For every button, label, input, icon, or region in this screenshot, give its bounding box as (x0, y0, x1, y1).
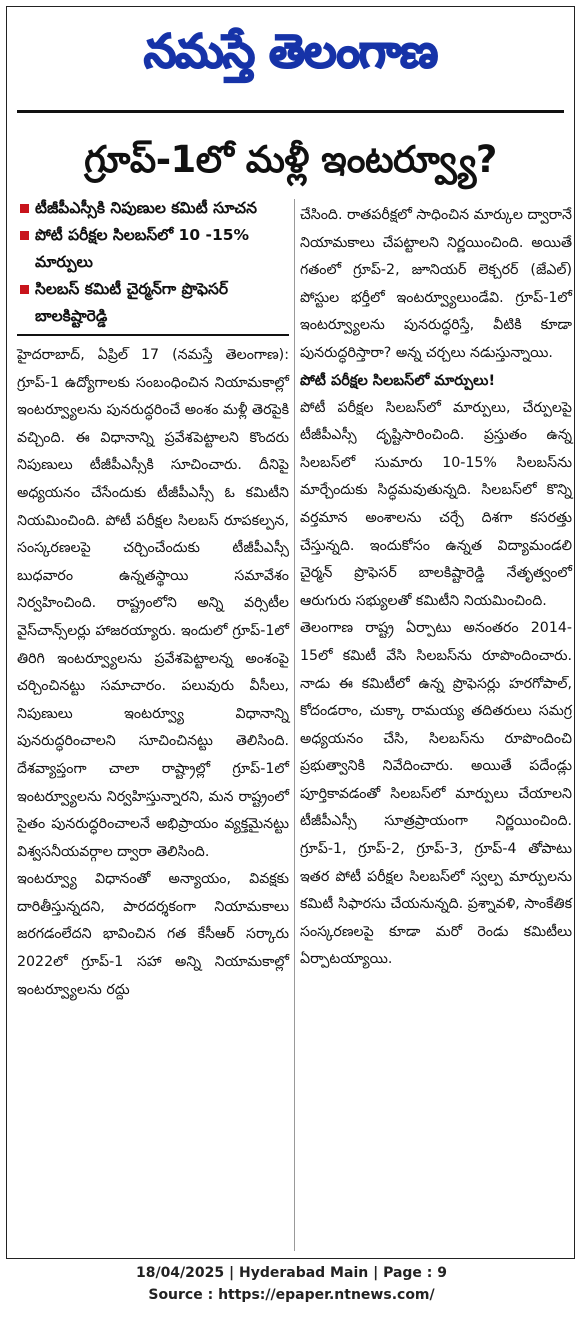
right-paragraph-1: చేసింది. రాతపరీక్షలో సాధించిన మార్కుల ద్వారానే నియామకాలు చేపట్టాలని నిర్ణయించింది. అయితే గతంలో గ్రూప్-2, జూనియర్ లెక్చరర్ (జేఎల్) పోస్టుల భర్తీలో ఇంటర్వ్యూలుండేవి. గ్రూప్-1లో ఇంటర్వ్యూలను పునరుద్ధరిస్తే, వీటికి కూడా పునరుద్ధరిస్తారా? అన్న చర్చలు నడుస్తున్నాయి. (300, 207, 572, 361)
footer-source: Source : https://epaper.ntnews.com/ (148, 1287, 435, 1303)
bullet-text: పోటీ పరీక్షల సిలబస్‌లో 10 -15% మార్పులు (35, 226, 250, 271)
bullet-square-icon (20, 231, 29, 240)
clipping-frame (6, 6, 575, 1259)
column-divider (294, 199, 295, 1251)
bullet-item (17, 195, 289, 222)
bullet-item (17, 222, 289, 276)
bullet-list (17, 195, 289, 330)
bullet-text: సిలబస్ కమిటీ చైర్మన్‌గా ప్రొఫెసర్ బాలకిష్టారెడ్డి (35, 280, 229, 325)
masthead (7, 15, 574, 87)
right-paragraph-2: పోటీ పరీక్షల సిలబస్‌లో మార్పులు, చేర్పులపై టీజీపీఎస్సీ దృష్టిసారించింది. ప్రస్తుతం ఉన్న సిలబస్‌లో సుమారు 10-15% సిలబస్‌ను మార్చేందుకు సిద్ధమవుతున్నది. సిలబస్‌లో కొన్ని వర్తమాన అంశాలను చర్చే దిశగా కసరత్తు చేస్తున్నది. ఇందుకోసం ఉన్నత విద్యామండలి చైర్మన్ ప్రొఫెసర్ బాలకిష్టారెడ్డి నేతృత్వంలో ఆరుగురు సభ్యులతో కమిటీని నియమించింది. (300, 399, 572, 609)
bullet-text: టీజీపీఎస్సీకి నిపుణుల కమిటీ సూచన (35, 199, 257, 217)
left-paragraph-2: ఇంటర్వ్యూ విధానంతో అన్యాయం, వివక్షకు దారితీస్తున్నదని, పారదర్శకంగా నియామకాలు జరగడంలేదని భావించిన గత కేసీఆర్ సర్కారు 2022లో గ్రూప్-1 సహా అన్ని నియామకాల్లో ఇంటర్వ్యూలను రద్దు (17, 871, 289, 998)
footer-date-edition: 18/04/2025 | Hyderabad Main | Page : 9 (135, 1265, 448, 1281)
footer (0, 1262, 583, 1306)
headline: గ్రూప్-1లో మళ్లీ ఇంటర్వ్యూ? (84, 138, 497, 181)
bullet-square-icon (20, 204, 29, 213)
right-paragraph-3: తెలంగాణ రాష్ట్ర ఏర్పాటు అనంతరం 2014-15లో కమిటీ వేసి సిలబస్‌ను రూపొందించారు. నాడు ఈ కమిటీలో ఉన్న ప్రొఫెసర్లు హరగోపాల్, కోదండరాం, చుక్కా రామయ్య తదితరులు సమగ్ర అధ్యయనం చేసి, సిలబస్‌ను రూపొందించి ప్రభుత్వానికి నివేదించారు. అయితే పదేండ్లు పూర్తికావడంతో సిలబస్‌లో మార్పులు చేయాలని టీజీపీఎస్సీ సూత్రప్రాయంగా నిర్ణయించింది. గ్రూప్-1, గ్రూప్-2, గ్రూప్-3, గ్రూప్-4 తోపాటు ఇతర పోటీ పరీక్షల సిలబస్‌లో స్వల్ప మార్పులను కమిటీ సిఫారసు చేయనున్నది. ప్రశ్నావళి, సాంకేతిక సంస్కరణలపై కూడా మరో రెండు కమిటీలు ఏర్పాటయ్యాయి. (300, 620, 572, 968)
bullet-rule (17, 334, 289, 336)
left-column (17, 195, 289, 1004)
bullet-item (17, 276, 289, 330)
subheading: పోటీ పరీక్షల సిలబస్‌లో మార్పులు! (300, 372, 496, 389)
masthead-divider (17, 110, 564, 113)
right-column (300, 202, 572, 974)
bullet-square-icon (20, 285, 29, 294)
left-paragraph-1: హైదరాబాద్, ఏప్రిల్ 17 (నమస్తే తెలంగాణ): గ్రూప్-1 ఉద్యోగాలకు సంబంధించిన నియామకాల్లో ఇంటర్వ్యూలను పునరుద్ధరించే అంశం మళ్లీ తెరపైకి వచ్చింది. ఈ విధానాన్ని ప్రవేశపెట్టాలని కొందరు నిపుణులు టీజీపీఎస్సీకి సూచించారు. దీనిపై అధ్యయనం చేసేందుకు టీజీపీఎస్సీ ఓ కమిటీని నియమించింది. పోటీ పరీక్షల సిలబస్ రూపకల్పన, సంస్కరణలపై చర్చించేందుకు టీజీపీఎస్సీ బుధవారం ఉన్నతస్థాయి సమావేశం నిర్వహించింది. రాష్ట్రంలోని అన్ని వర్సిటీల వైస్‌చాన్స్‌లర్లు హాజరయ్యారు. ఇందులో గ్రూప్-1లో తిరిగి ఇంటర్వ్యూలను ప్రవేశపెట్టాలన్న అంశంపై చర్చించినట్టు సమాచారం. పలువురు వీసీలు, నిపుణులు ఇంటర్వ్యూ విధానాన్ని పునరుద్ధరించాలని సూచించినట్టు తెలిసింది. దేశవ్యాప్తంగా చాలా రాష్ట్రాల్లో గ్రూప్-1లో ఇంటర్వ్యూలను నిర్వహిస్తున్నారని, మన రాష్ట్రంలో సైతం పునరుద్ధరించాలనే అభిప్రాయం వ్యక్తమైనట్టు విశ్వసనీయవర్గాల ద్వారా తెలిసింది. (17, 347, 289, 860)
masthead-title: నమస్తే తెలంగాణ (143, 24, 438, 78)
